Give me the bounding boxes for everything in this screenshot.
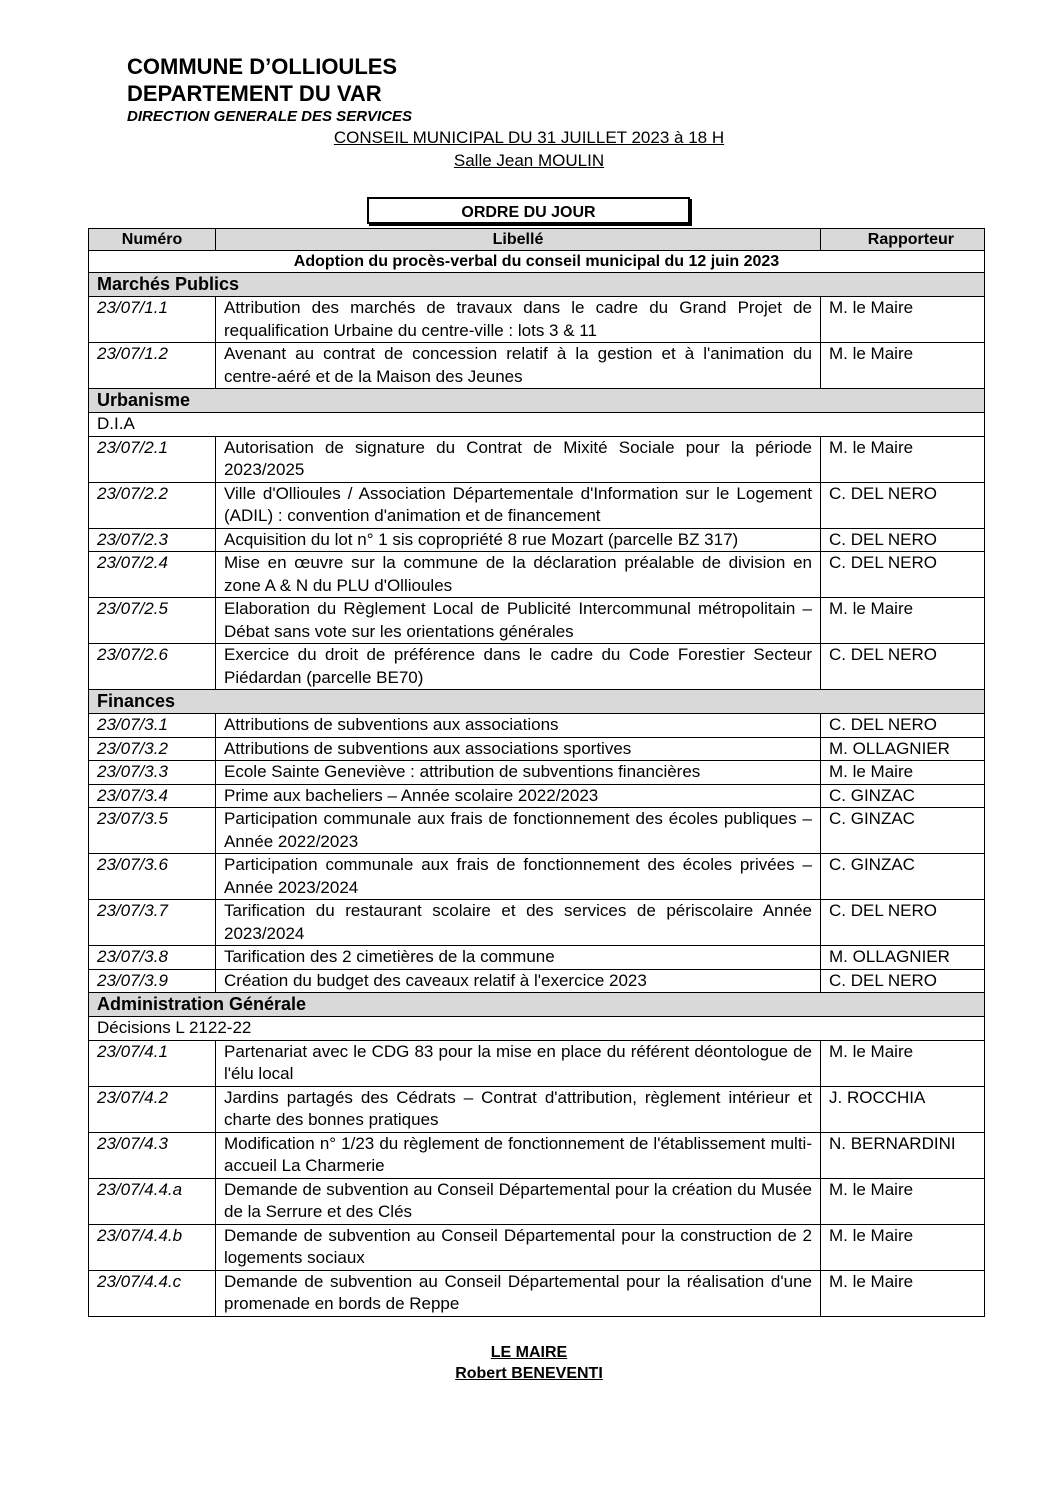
column-header-rapporteur: Rapporteur bbox=[821, 229, 985, 251]
table-row bbox=[89, 854, 985, 900]
table-row bbox=[89, 969, 985, 993]
item-rapporteur: C. DEL NERO bbox=[821, 528, 985, 552]
subsection-row bbox=[89, 1017, 985, 1041]
item-number: 23/07/4.3 bbox=[89, 1132, 216, 1178]
agenda-heading: ORDRE DU JOUR bbox=[367, 197, 690, 224]
direction-title: DIRECTION GENERALE DES SERVICES bbox=[127, 108, 413, 125]
item-label: Attributions de subventions aux associations sportives bbox=[216, 737, 821, 761]
column-header-numero: Numéro bbox=[89, 229, 216, 251]
section-title: Finances bbox=[89, 690, 985, 714]
item-number: 23/07/1.2 bbox=[89, 343, 216, 389]
item-number: 23/07/4.2 bbox=[89, 1086, 216, 1132]
item-number: 23/07/3.9 bbox=[89, 969, 216, 993]
table-row bbox=[89, 1132, 985, 1178]
item-number: 23/07/3.3 bbox=[89, 761, 216, 785]
table-row bbox=[89, 1270, 985, 1316]
table-row bbox=[89, 1224, 985, 1270]
item-label: Participation communale aux frais de fonctionnement des écoles publiques – Année 2022/2023 bbox=[216, 808, 821, 854]
item-number: 23/07/1.1 bbox=[89, 297, 216, 343]
item-label: Prime aux bacheliers – Année scolaire 2022/2023 bbox=[216, 784, 821, 808]
item-rapporteur: C. DEL NERO bbox=[821, 969, 985, 993]
adoption-row bbox=[89, 251, 985, 273]
table-row bbox=[89, 808, 985, 854]
item-label: Modification n° 1/23 du règlement de fonctionnement de l'établissement multi-accueil La Charmerie bbox=[216, 1132, 821, 1178]
item-number: 23/07/2.1 bbox=[89, 436, 216, 482]
item-number: 23/07/3.4 bbox=[89, 784, 216, 808]
item-label: Ecole Sainte Geneviève : attribution de subventions financières bbox=[216, 761, 821, 785]
table-row bbox=[89, 598, 985, 644]
item-number: 23/07/3.1 bbox=[89, 714, 216, 738]
item-number: 23/07/4.4.c bbox=[89, 1270, 216, 1316]
subsection-row bbox=[89, 413, 985, 437]
section-row bbox=[89, 273, 985, 297]
table-row bbox=[89, 761, 985, 785]
column-header-libelle: Libellé bbox=[216, 229, 821, 251]
table-row bbox=[89, 737, 985, 761]
item-rapporteur: M. le Maire bbox=[821, 1270, 985, 1316]
table-header-row bbox=[89, 229, 985, 251]
table-row bbox=[89, 1178, 985, 1224]
item-rapporteur: C. GINZAC bbox=[821, 854, 985, 900]
item-label: Ville d'Ollioules / Association Départementale d'Information sur le Logement (ADIL) : convention d'animation et de financement bbox=[216, 482, 821, 528]
item-number: 23/07/4.4.a bbox=[89, 1178, 216, 1224]
item-number: 23/07/2.6 bbox=[89, 644, 216, 690]
meeting-room: Salle Jean MOULIN bbox=[453, 151, 605, 170]
item-rapporteur: M. le Maire bbox=[821, 1040, 985, 1086]
item-rapporteur: M. le Maire bbox=[821, 1224, 985, 1270]
signature-title: LE MAIRE bbox=[490, 1344, 568, 1361]
adoption-text: Adoption du procès-verbal du conseil municipal du 12 juin 2023 bbox=[89, 251, 985, 273]
item-number: 23/07/3.6 bbox=[89, 854, 216, 900]
item-rapporteur: C. DEL NERO bbox=[821, 482, 985, 528]
item-rapporteur: M. le Maire bbox=[821, 343, 985, 389]
table-row bbox=[89, 784, 985, 808]
table-row bbox=[89, 552, 985, 598]
item-label: Tarification des 2 cimetières de la commune bbox=[216, 946, 821, 970]
item-label: Autorisation de signature du Contrat de Mixité Sociale pour la période 2023/2025 bbox=[216, 436, 821, 482]
table-row bbox=[89, 297, 985, 343]
item-rapporteur: C. DEL NERO bbox=[821, 644, 985, 690]
item-label: Participation communale aux frais de fonctionnement des écoles privées – Année 2023/2024 bbox=[216, 854, 821, 900]
table-row bbox=[89, 644, 985, 690]
table-row bbox=[89, 900, 985, 946]
item-number: 23/07/2.4 bbox=[89, 552, 216, 598]
item-rapporteur: M. OLLAGNIER bbox=[821, 946, 985, 970]
table-row bbox=[89, 1040, 985, 1086]
item-rapporteur: C. DEL NERO bbox=[821, 552, 985, 598]
section-title: Administration Générale bbox=[89, 993, 985, 1017]
item-number: 23/07/4.1 bbox=[89, 1040, 216, 1086]
item-label: Exercice du droit de préférence dans le cadre du Code Forestier Secteur Piédardan (parcelle BE70) bbox=[216, 644, 821, 690]
item-label: Tarification du restaurant scolaire et des services de périscolaire Année 2023/2024 bbox=[216, 900, 821, 946]
item-label: Jardins partagés des Cédrats – Contrat d'attribution, règlement intérieur et charte des bonnes pratiques bbox=[216, 1086, 821, 1132]
item-rapporteur: M. OLLAGNIER bbox=[821, 737, 985, 761]
item-label: Demande de subvention au Conseil Départemental pour la réalisation d'une promenade en bords de Reppe bbox=[216, 1270, 821, 1316]
table-row bbox=[89, 343, 985, 389]
item-number: 23/07/3.7 bbox=[89, 900, 216, 946]
item-label: Avenant au contrat de concession relatif à la gestion et à l'animation du centre-aéré et de la Maison des Jeunes bbox=[216, 343, 821, 389]
section-row bbox=[89, 690, 985, 714]
item-label: Demande de subvention au Conseil Départemental pour la construction de 2 logements sociaux bbox=[216, 1224, 821, 1270]
table-row bbox=[89, 1086, 985, 1132]
subsection-title: D.I.A bbox=[89, 413, 985, 437]
section-title: Marchés Publics bbox=[89, 273, 985, 297]
item-number: 23/07/3.2 bbox=[89, 737, 216, 761]
meeting-title: CONSEIL MUNICIPAL DU 31 JUILLET 2023 à 18 H bbox=[333, 128, 725, 147]
item-label: Attribution des marchés de travaux dans le cadre du Grand Projet de requalification Urbaine du centre-ville : lots 3 & 11 bbox=[216, 297, 821, 343]
table-row bbox=[89, 714, 985, 738]
item-rapporteur: J. ROCCHIA bbox=[821, 1086, 985, 1132]
item-rapporteur: C. DEL NERO bbox=[821, 900, 985, 946]
item-number: 23/07/3.5 bbox=[89, 808, 216, 854]
section-row bbox=[89, 993, 985, 1017]
item-rapporteur: M. le Maire bbox=[821, 598, 985, 644]
subsection-title: Décisions L 2122-22 bbox=[89, 1017, 985, 1041]
item-label: Création du budget des caveaux relatif à l'exercice 2023 bbox=[216, 969, 821, 993]
table-row bbox=[89, 482, 985, 528]
item-rapporteur: M. le Maire bbox=[821, 761, 985, 785]
item-rapporteur: M. le Maire bbox=[821, 297, 985, 343]
item-rapporteur: N. BERNARDINI bbox=[821, 1132, 985, 1178]
item-rapporteur: M. le Maire bbox=[821, 1178, 985, 1224]
item-label: Acquisition du lot n° 1 sis copropriété 8 rue Mozart (parcelle BZ 317) bbox=[216, 528, 821, 552]
document-header bbox=[127, 53, 412, 126]
agenda-table bbox=[88, 228, 985, 1317]
section-title: Urbanisme bbox=[89, 389, 985, 413]
table-row bbox=[89, 946, 985, 970]
department-title: DEPARTEMENT DU VAR bbox=[127, 81, 382, 106]
item-number: 23/07/2.3 bbox=[89, 528, 216, 552]
table-row bbox=[89, 528, 985, 552]
item-label: Attributions de subventions aux associations bbox=[216, 714, 821, 738]
item-rapporteur: C. GINZAC bbox=[821, 784, 985, 808]
item-label: Elaboration du Règlement Local de Publicité Intercommunal métropolitain – Débat sans vote sur les orientations générales bbox=[216, 598, 821, 644]
item-number: 23/07/4.4.b bbox=[89, 1224, 216, 1270]
item-label: Partenariat avec le CDG 83 pour la mise en place du référent déontologue de l'élu local bbox=[216, 1040, 821, 1086]
item-label: Mise en œuvre sur la commune de la déclaration préalable de division en zone A & N du PLU d'Ollioules bbox=[216, 552, 821, 598]
item-number: 23/07/3.8 bbox=[89, 946, 216, 970]
item-rapporteur: C. DEL NERO bbox=[821, 714, 985, 738]
agenda-body bbox=[89, 251, 985, 1317]
item-rapporteur: M. le Maire bbox=[821, 436, 985, 482]
item-rapporteur: C. GINZAC bbox=[821, 808, 985, 854]
table-row bbox=[89, 436, 985, 482]
signature-name: Robert BENEVENTI bbox=[455, 1365, 603, 1382]
section-row bbox=[89, 389, 985, 413]
commune-title: COMMUNE D’OLLIOULES bbox=[127, 54, 398, 79]
item-number: 23/07/2.2 bbox=[89, 482, 216, 528]
item-number: 23/07/2.5 bbox=[89, 598, 216, 644]
item-label: Demande de subvention au Conseil Départemental pour la création du Musée de la Serrure et des Clés bbox=[216, 1178, 821, 1224]
